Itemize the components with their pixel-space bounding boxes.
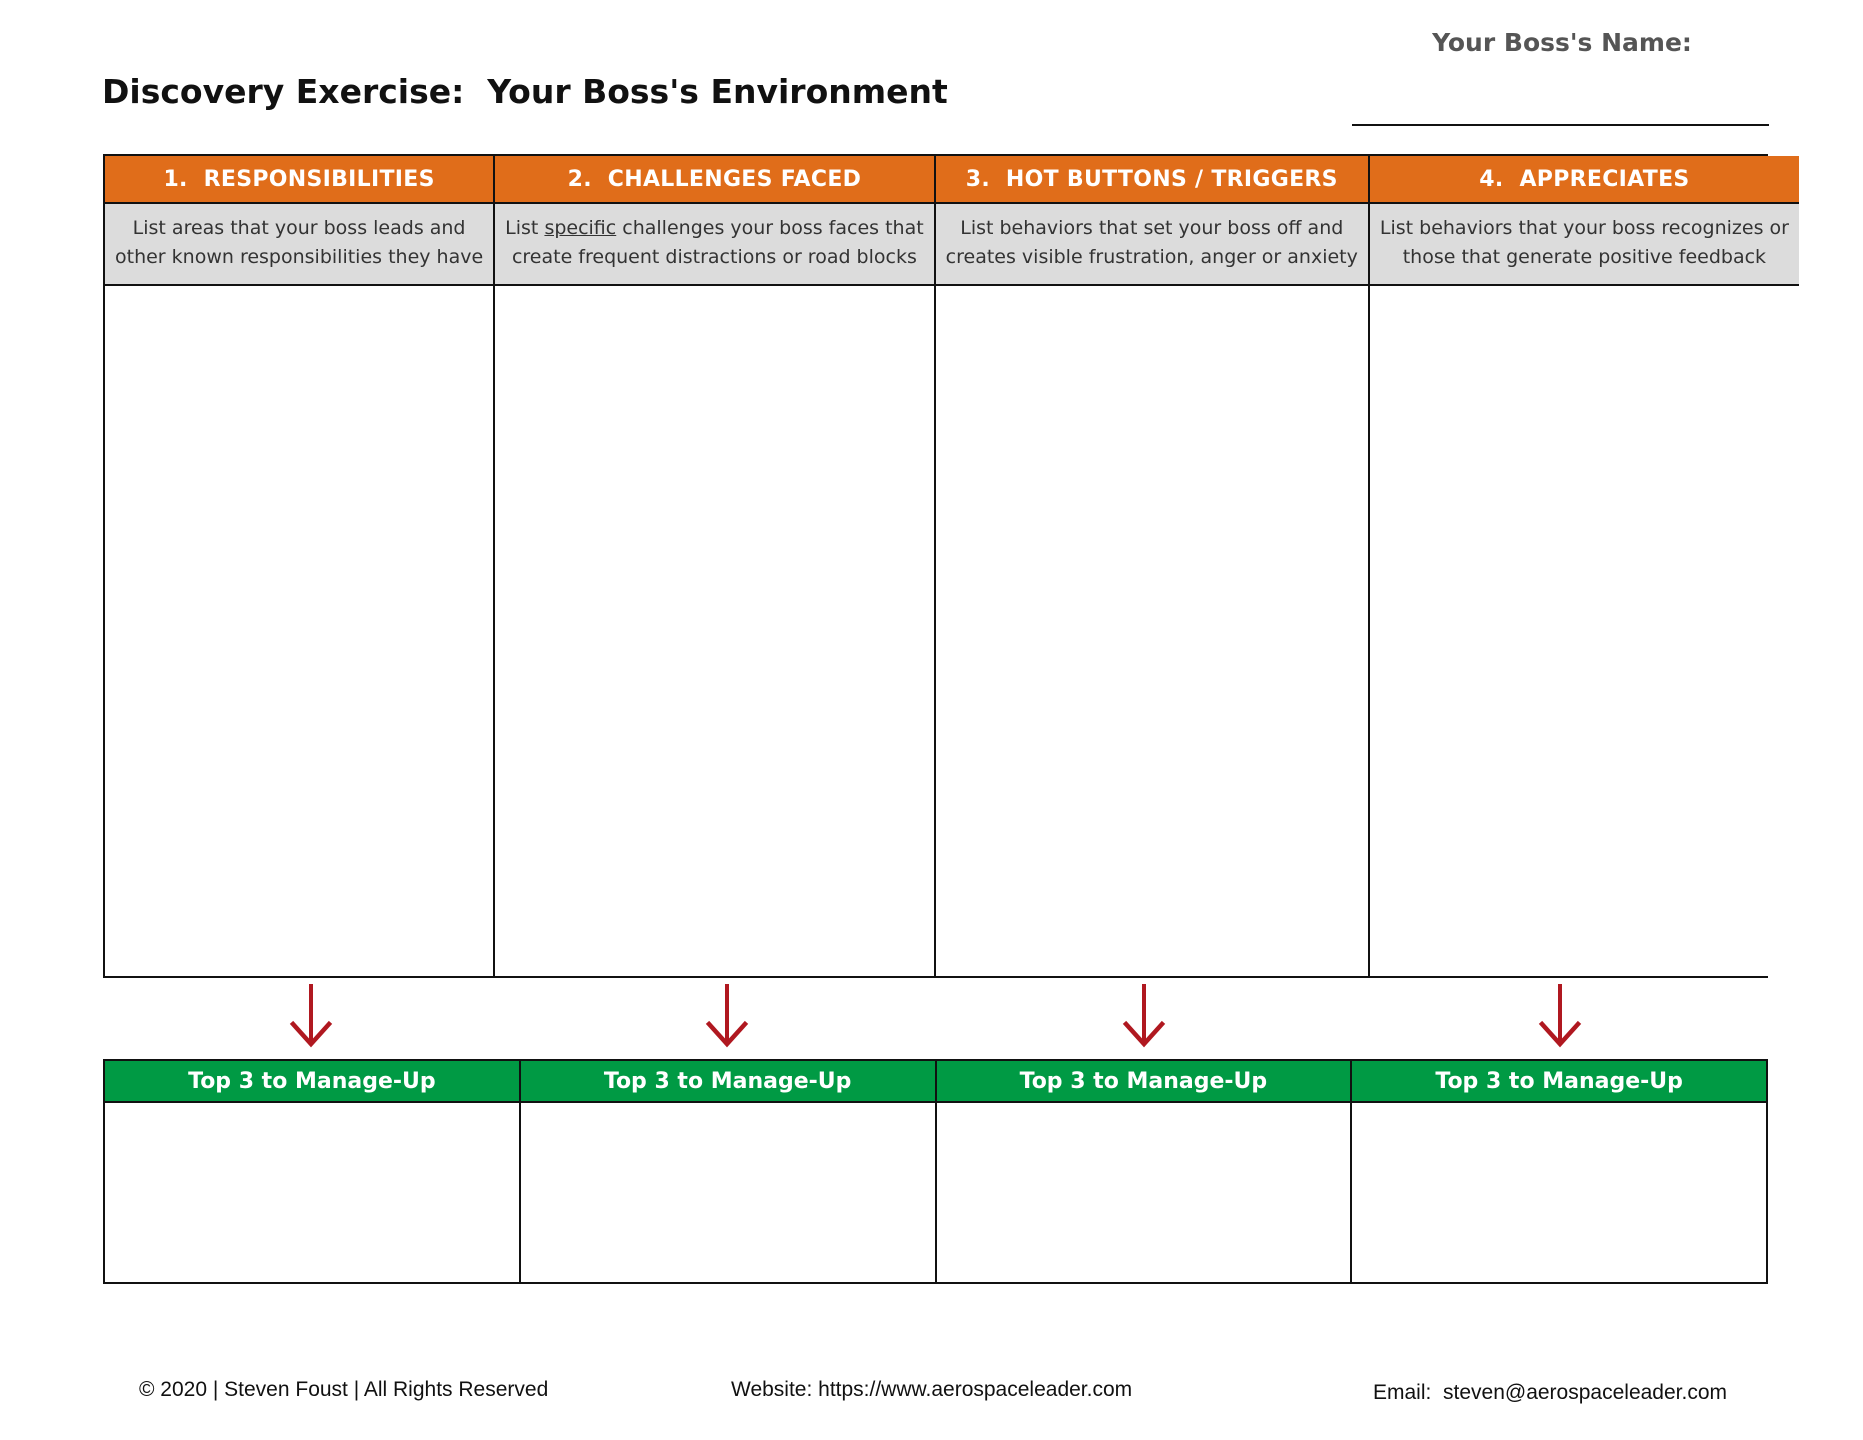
description-line: List behaviors that set your boss off and bbox=[960, 217, 1344, 239]
description-text: challenges your boss faces that bbox=[616, 217, 924, 239]
description-line: creates visible frustration, anger or anxiety bbox=[945, 246, 1358, 268]
description-line: create frequent distractions or road blocks bbox=[511, 246, 917, 268]
boss-name-label: Your Boss's Name: bbox=[1432, 28, 1692, 57]
arrow-cell bbox=[936, 982, 1352, 1052]
top3-entry-area[interactable] bbox=[521, 1103, 935, 1282]
column-header-challenges: 2. CHALLENGES FACED bbox=[495, 156, 934, 204]
top3-header: Top 3 to Manage-Up bbox=[1352, 1061, 1766, 1103]
top3-column bbox=[1352, 1061, 1766, 1282]
footer-copyright: © 2020 | Steven Foust | All Rights Reserved bbox=[139, 1378, 549, 1401]
footer-email: Email: steven@aerospaceleader.com bbox=[1373, 1381, 1727, 1404]
arrow-cell bbox=[519, 982, 935, 1052]
description-line: other known responsibilities they have bbox=[115, 246, 484, 268]
column-header-responsibilities: 1. RESPONSIBILITIES bbox=[105, 156, 493, 204]
column-responsibilities bbox=[105, 156, 495, 976]
top3-table bbox=[103, 1059, 1768, 1284]
top3-entry-area[interactable] bbox=[1352, 1103, 1766, 1282]
description-line: List areas that your boss leads and bbox=[132, 217, 466, 239]
down-arrow-icon bbox=[1538, 982, 1582, 1050]
description-line: List behaviors that your boss recognizes or bbox=[1379, 217, 1789, 239]
footer-website: Website: https://www.aerospaceleader.com bbox=[731, 1378, 1133, 1401]
column-hot-buttons bbox=[936, 156, 1370, 976]
column-header-hot-buttons: 3. HOT BUTTONS / TRIGGERS bbox=[936, 156, 1368, 204]
arrow-cell bbox=[103, 982, 519, 1052]
column-entry-area-challenges[interactable] bbox=[495, 286, 934, 976]
emphasis-text: specific bbox=[544, 217, 617, 239]
description-line: those that generate positive feedback bbox=[1402, 246, 1767, 268]
column-header-appreciates: 4. APPRECIATES bbox=[1370, 156, 1799, 204]
description-text: List bbox=[505, 217, 545, 239]
boss-name-input-line[interactable] bbox=[1352, 124, 1769, 126]
discovery-table bbox=[103, 154, 1789, 978]
column-entry-area-appreciates[interactable] bbox=[1370, 286, 1799, 976]
column-challenges bbox=[495, 156, 936, 976]
column-entry-area-hot-buttons[interactable] bbox=[936, 286, 1368, 976]
down-arrow-icon bbox=[705, 982, 749, 1050]
top3-header: Top 3 to Manage-Up bbox=[105, 1061, 519, 1103]
arrow-row bbox=[103, 982, 1768, 1052]
top3-column bbox=[521, 1061, 937, 1282]
column-entry-area-responsibilities[interactable] bbox=[105, 286, 493, 976]
column-description-hot-buttons bbox=[936, 204, 1368, 286]
down-arrow-icon bbox=[289, 982, 333, 1050]
description-line bbox=[505, 214, 924, 243]
column-description-responsibilities bbox=[105, 204, 493, 286]
top3-header: Top 3 to Manage-Up bbox=[937, 1061, 1351, 1103]
column-appreciates bbox=[1370, 156, 1799, 976]
top3-column bbox=[937, 1061, 1353, 1282]
top3-entry-area[interactable] bbox=[105, 1103, 519, 1282]
column-description-challenges bbox=[495, 204, 934, 286]
page-title: Discovery Exercise: Your Boss's Environment bbox=[102, 72, 948, 111]
top3-entry-area[interactable] bbox=[937, 1103, 1351, 1282]
down-arrow-icon bbox=[1122, 982, 1166, 1050]
top3-header: Top 3 to Manage-Up bbox=[521, 1061, 935, 1103]
top3-column bbox=[105, 1061, 521, 1282]
column-description-appreciates bbox=[1370, 204, 1799, 286]
arrow-cell bbox=[1352, 982, 1768, 1052]
